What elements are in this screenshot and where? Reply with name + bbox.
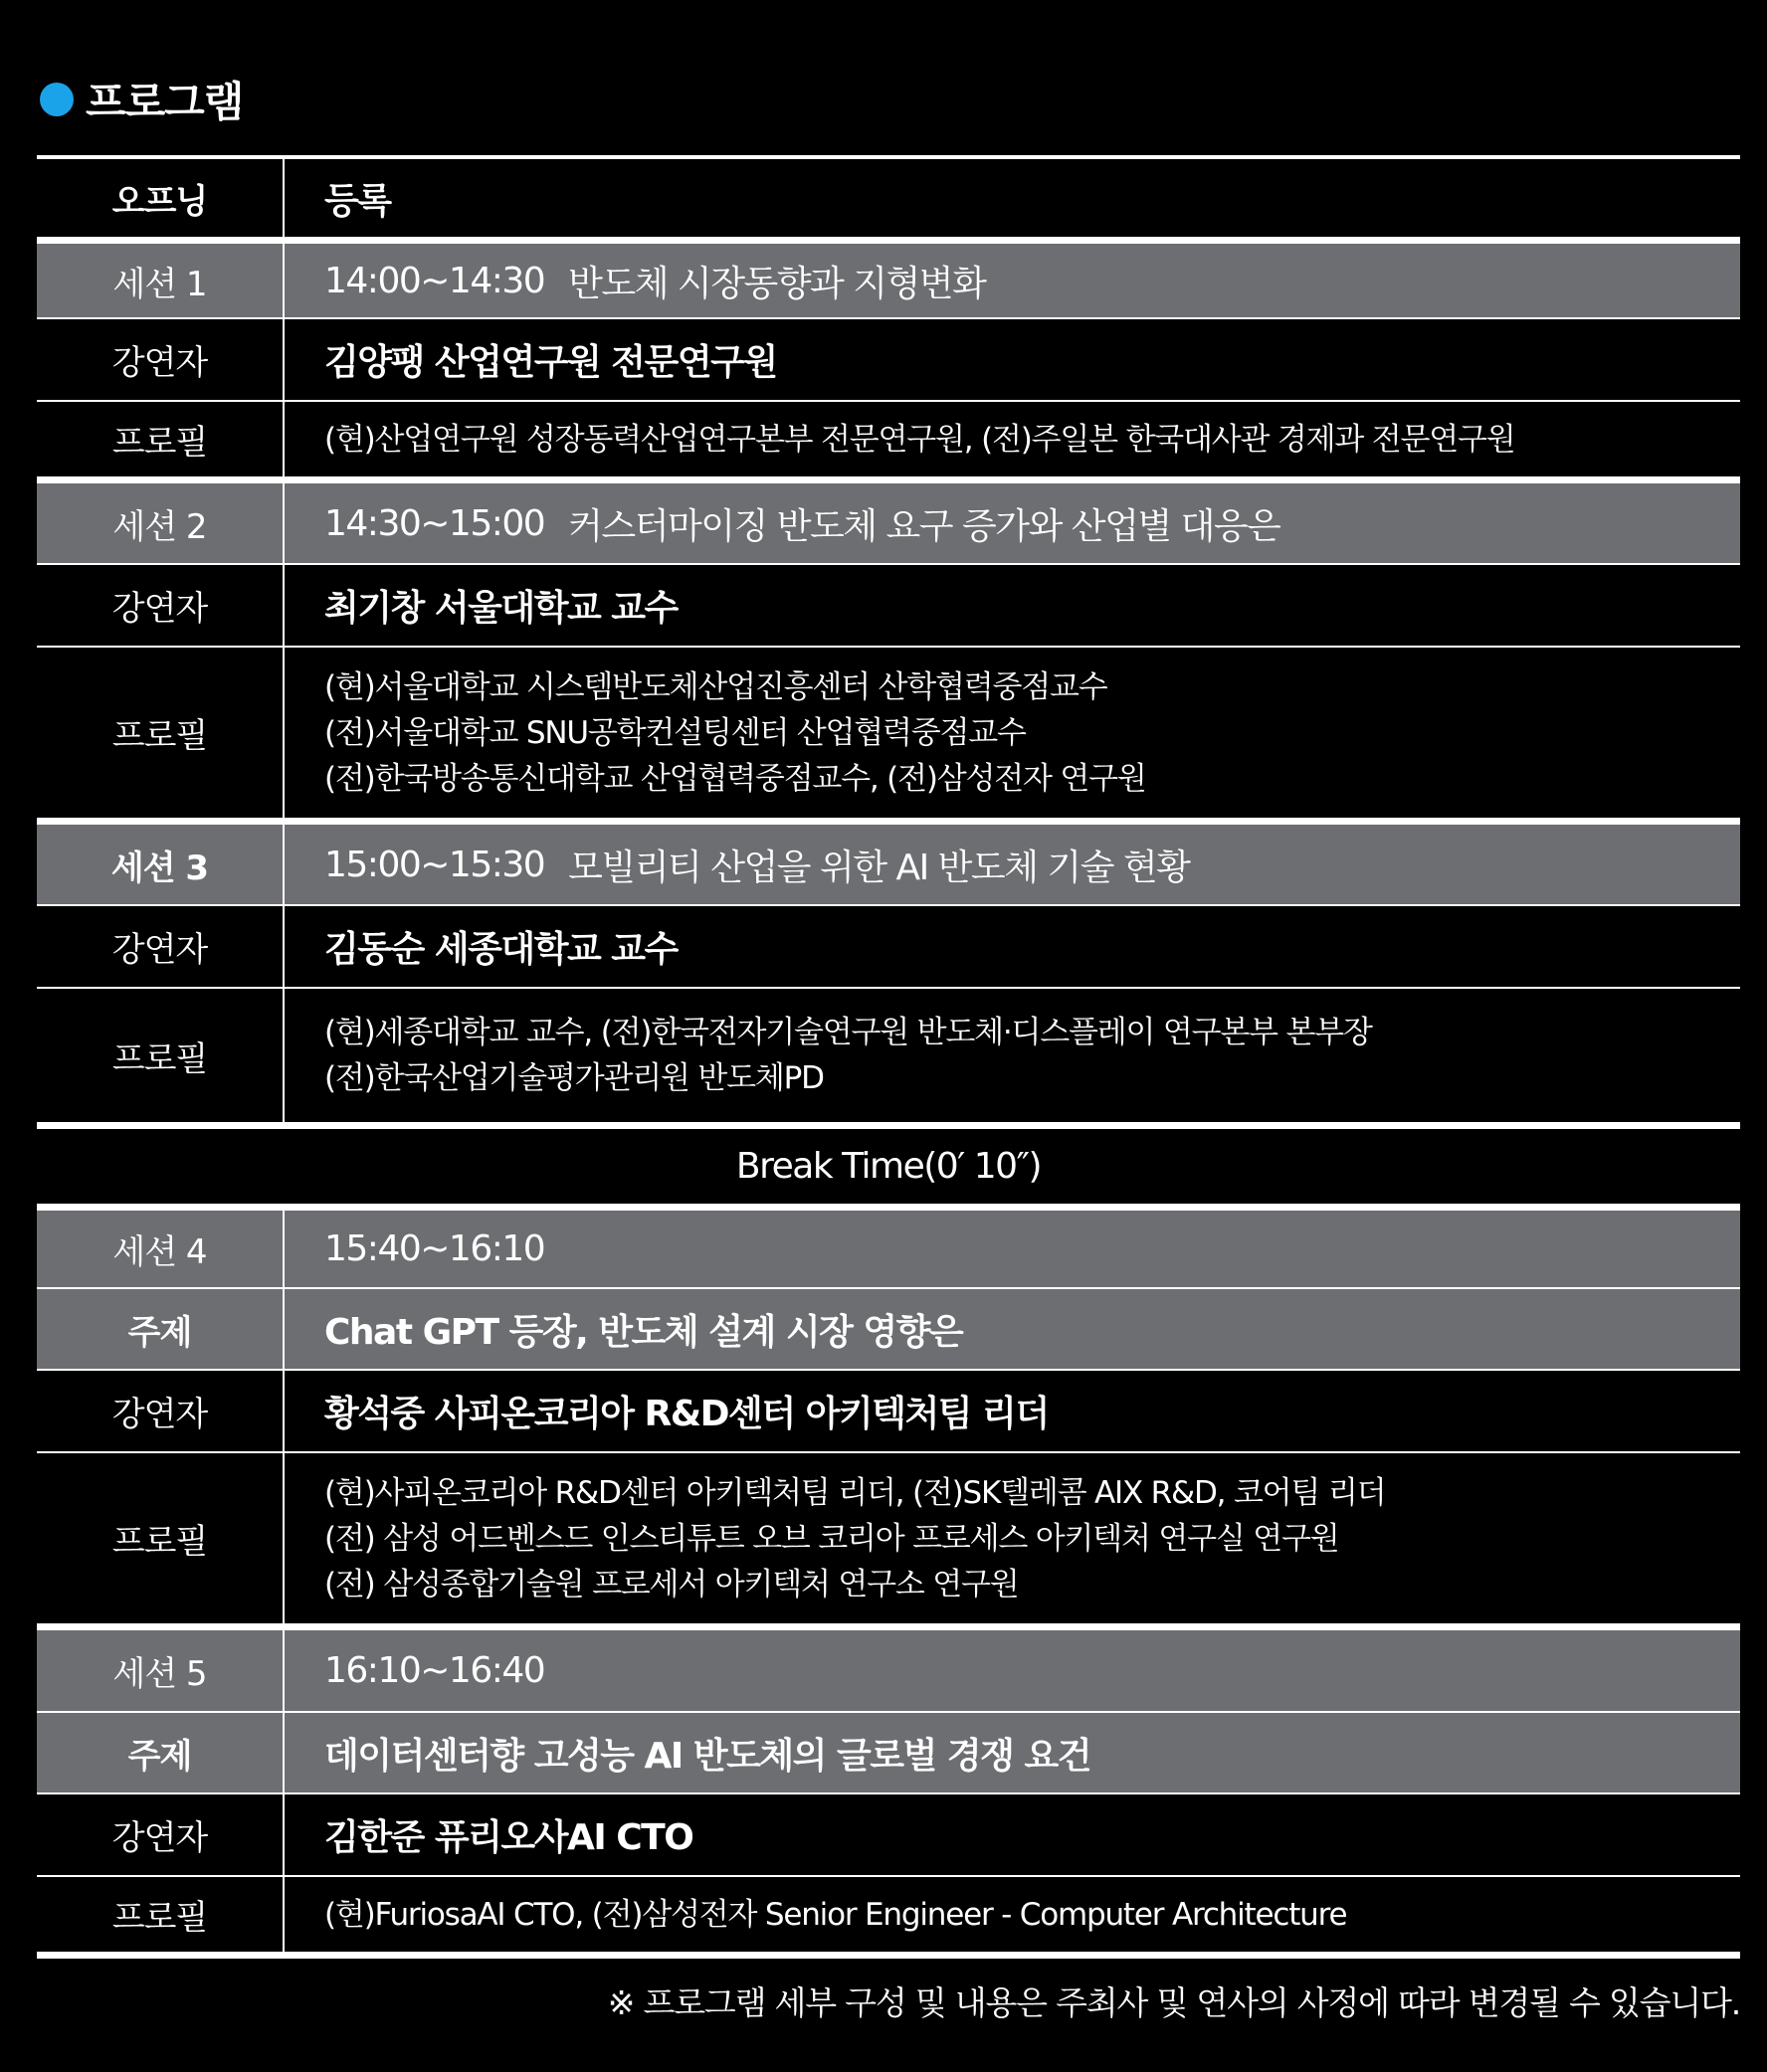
break-row	[37, 1129, 1740, 1211]
session-time: 16:10~16:40	[324, 1650, 545, 1691]
session-time: 15:40~16:10	[324, 1228, 545, 1269]
topic-row	[37, 1289, 1740, 1371]
session-label: 세션 2	[37, 483, 285, 563]
session-label: 세션 3	[37, 825, 285, 904]
profile-label: 프로필	[37, 1877, 285, 1952]
session-heading	[285, 483, 1740, 563]
session-time: 15:00~15:30	[324, 844, 545, 885]
session-title: 커스터마이징 반도체 요구 증가와 산업별 대응은	[568, 505, 1280, 547]
profile-label: 프로필	[37, 648, 285, 818]
footnote: ※ 프로그램 세부 구성 및 내용은 주최사 및 연사의 사정에 따라 변경될 수 있습니다.	[607, 1983, 1740, 2022]
profile-line: (전)한국산업기술평가관리원 반도체PD	[324, 1060, 824, 1096]
profile-label: 프로필	[37, 1453, 285, 1623]
speaker-label: 강연자	[37, 319, 285, 400]
bullet-dot-icon	[40, 83, 74, 116]
profile-line: (전) 삼성 어드벤스드 인스티튜트 오브 코리아 프로세스 아키텍처 연구실 연구원	[324, 1520, 1339, 1557]
profile-row	[37, 402, 1740, 483]
session-row	[37, 244, 1740, 319]
profile-text	[285, 1453, 1740, 1623]
session-row	[37, 1630, 1740, 1713]
speaker-row	[37, 1794, 1740, 1877]
speaker-row	[37, 906, 1740, 989]
session-row	[37, 825, 1740, 906]
speaker-name: 김동순 세종대학교 교수	[324, 929, 678, 970]
profile-text	[285, 402, 1740, 476]
speaker-label: 강연자	[37, 906, 285, 987]
profile-line: (현)FuriosaAI CTO, (전)삼성전자 Senior Engineer - Computer Architecture	[324, 1896, 1347, 1933]
session-row	[37, 1211, 1740, 1289]
speaker-row	[37, 319, 1740, 402]
speaker-label: 강연자	[37, 1794, 285, 1875]
opening-value: 등록	[324, 180, 391, 222]
profile-row	[37, 648, 1740, 825]
session-title: 반도체 시장동향과 지형변화	[568, 263, 986, 304]
opening-label: 오프닝	[37, 159, 285, 237]
profile-line: (전)한국방송통신대학교 산업협력중점교수, (전)삼성전자 연구원	[324, 760, 1146, 797]
session-row	[37, 483, 1740, 565]
profile-line: (현)세종대학교 교수, (전)한국전자기술연구원 반도체·디스플레이 연구본부 본부장	[324, 1015, 1372, 1050]
session-time: 14:00~14:30	[324, 260, 545, 301]
speaker-label: 강연자	[37, 1371, 285, 1451]
speaker-name: 김한준 퓨리오사AI CTO	[324, 1817, 693, 1858]
session-label: 세션 1	[37, 244, 285, 317]
opening-row	[37, 159, 1740, 244]
topic-label: 주제	[37, 1289, 285, 1369]
topic-row	[37, 1713, 1740, 1794]
speaker-name: 황석중 사피온코리아 R&D센터 아키텍처팀 리더	[324, 1394, 1049, 1434]
speaker-label: 강연자	[37, 565, 285, 646]
profile-row	[37, 1877, 1740, 1959]
profile-text	[285, 989, 1740, 1122]
profile-label: 프로필	[37, 989, 285, 1122]
profile-row	[37, 989, 1740, 1129]
session-time: 14:30~15:00	[324, 502, 545, 544]
profile-line: (전)서울대학교 SNU공학컨설팅센터 산업협력중점교수	[324, 714, 1026, 751]
session-heading	[285, 825, 1740, 904]
speaker-row	[37, 1371, 1740, 1453]
profile-text	[285, 1877, 1740, 1952]
session-label: 세션 5	[37, 1630, 285, 1711]
topic-label: 주제	[37, 1713, 285, 1792]
session-title: 모빌리티 산업을 위한 AI 반도체 기술 현황	[568, 847, 1190, 888]
page-title: 프로그램	[86, 78, 244, 126]
speaker-name: 김양팽 산업연구원 전문연구원	[324, 342, 777, 383]
session-label: 세션 4	[37, 1211, 285, 1287]
profile-line: (현)사피온코리아 R&D센터 아키텍처팀 리더, (전)SK텔레콤 AIX R&D, 코어팀 리더	[324, 1474, 1386, 1511]
break-time: Break Time(0′ 10″)	[735, 1146, 1042, 1187]
speaker-name: 최기창 서울대학교 교수	[324, 588, 678, 629]
profile-label: 프로필	[37, 402, 285, 476]
session-heading	[285, 244, 1740, 317]
profile-line: (현)산업연구원 성장동력산업연구본부 전문연구원, (전)주일본 한국대사관 경제과 전문연구원	[324, 421, 1515, 458]
section-header	[40, 72, 243, 127]
speaker-row	[37, 565, 1740, 648]
profile-line: (현)서울대학교 시스템반도체산업진흥센터 산학협력중점교수	[324, 668, 1107, 705]
topic-title: Chat GPT 등장, 반도체 설계 시장 영향은	[324, 1311, 963, 1353]
profile-row	[37, 1453, 1740, 1630]
program-table	[37, 155, 1740, 1959]
profile-text	[285, 648, 1740, 818]
topic-title: 데이터센터향 고성능 AI 반도체의 글로벌 경쟁 요건	[324, 1735, 1090, 1777]
profile-line: (전) 삼성종합기술원 프로세서 아키텍처 연구소 연구원	[324, 1566, 1019, 1602]
